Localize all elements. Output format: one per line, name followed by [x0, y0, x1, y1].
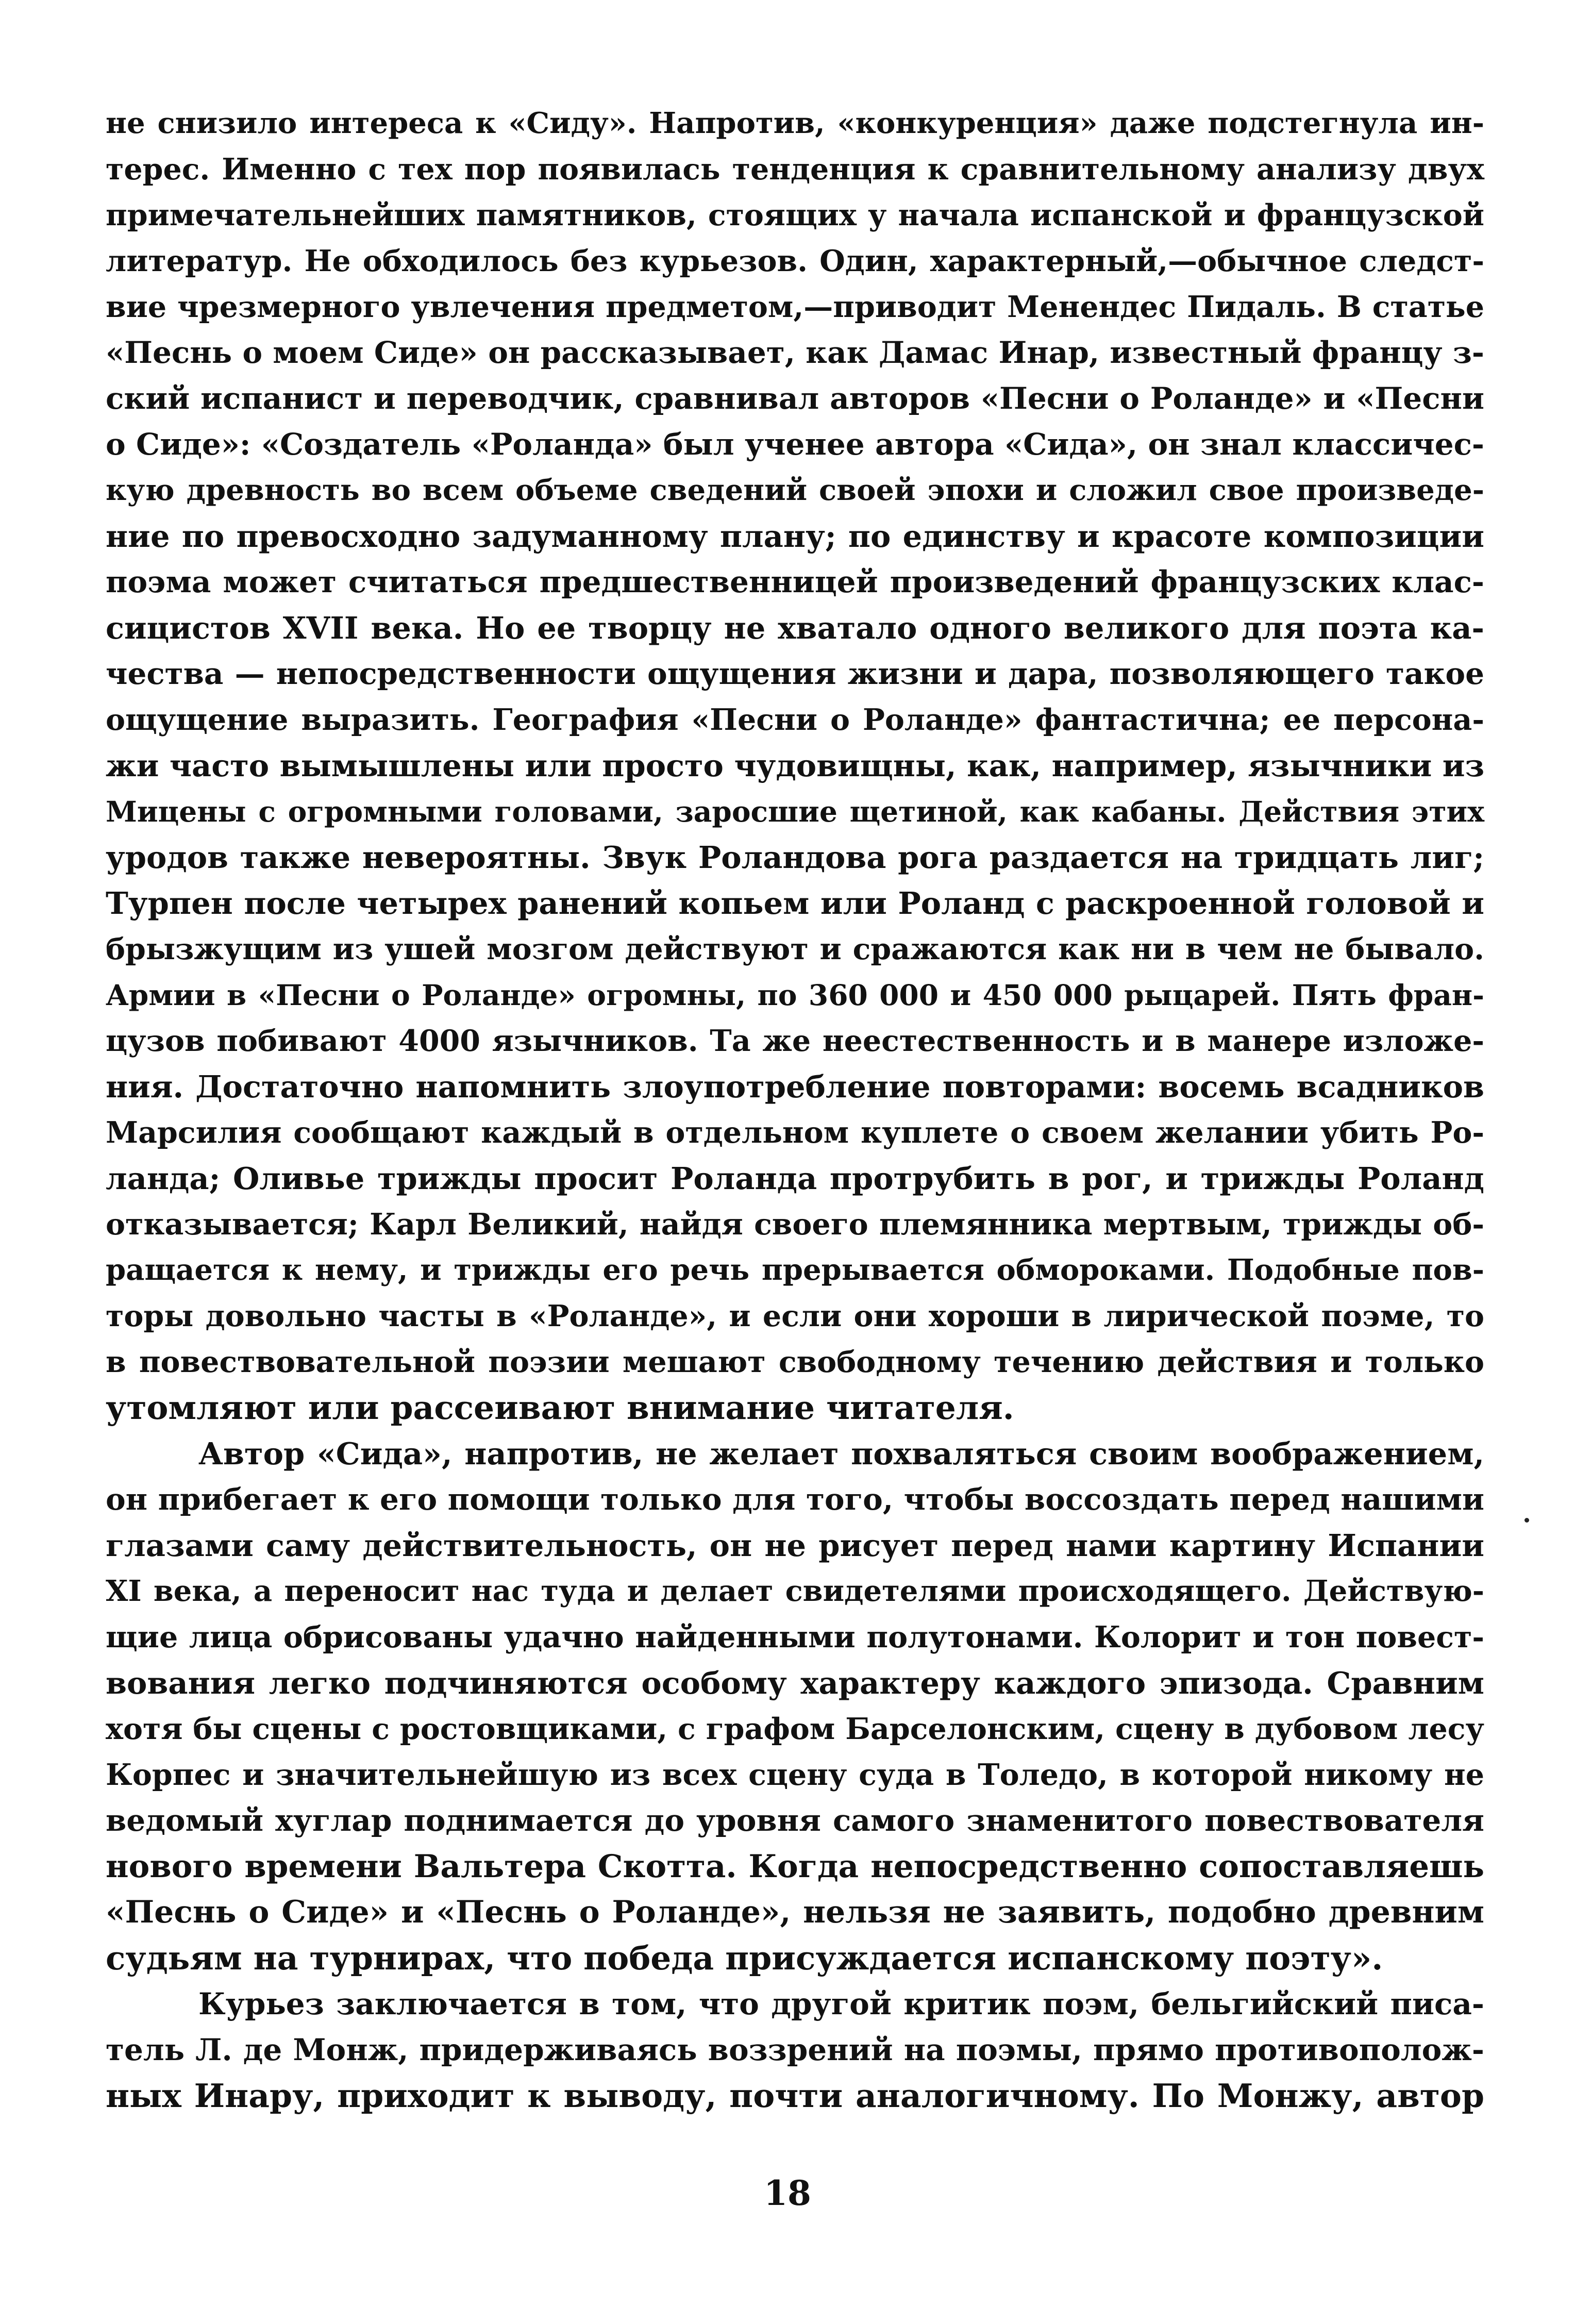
text-line: брызжущим из ушей мозгом действуют и сражаются как ни в чем не бывало.	[106, 932, 1484, 966]
text-line: ведомый хуглар поднимается до уровня самого знаменитого повествователя	[106, 1803, 1484, 1838]
text-line: кую древность во всем объеме сведений своей эпохи и сложил свое произведе-	[106, 473, 1484, 507]
text-line: утомляют или рассеивают внимание читателя.	[106, 1389, 1014, 1427]
text-line: Турпен после четырех ранений копьем или Роланд с раскроенной головой и	[106, 885, 1484, 921]
text-line: вие чрезмерного увлечения предметом,—приводит Менендес Пидаль. В статье	[106, 290, 1484, 324]
text-line: «Песнь о Сиде» и «Песнь о Роланде», нельзя не заявить, подобно древним	[106, 1894, 1484, 1930]
text-line: терес. Именно с тех пор появилась тенденция к сравнительному анализу двух	[106, 152, 1484, 187]
text-line: XI века, а переносит нас туда и делает свидетелями происходящего. Действую-	[106, 1574, 1484, 1608]
text-line: Мицены с огромными головами, заросшие щетиной, как кабаны. Действия этих	[106, 795, 1484, 828]
text-line: хотя бы сцены с ростовщиками, с графом Барселонским, сцену в дубовом лесу	[106, 1712, 1484, 1746]
text-line: поэма может считаться предшественницей произведений французских клас-	[106, 564, 1484, 599]
text-line: цузов побивают 4000 язычников. Та же неестественность и в манере изложе-	[106, 1024, 1484, 1058]
text-line: Корпес и значительнейшую из всех сцену суда в Толедо, в которой никому не	[106, 1758, 1484, 1792]
page-number: 18	[764, 2173, 811, 2213]
text-line: уродов также невероятны. Звук Роландова рога раздается на тридцать лиг;	[106, 840, 1484, 875]
text-line: жи часто вымышлены или просто чудовищны, как, например, язычники из	[106, 748, 1485, 783]
text-line: ных Инару, приходит к выводу, почти аналогичному. По Монжу, автор	[106, 2077, 1484, 2115]
text-line: ский испанист и переводчик, сравнивал авторов «Песни о Роланде» и «Песни	[106, 381, 1484, 416]
text-line: литератур. Не обходилось без курьезов. Один, характерный,—обычное следст-	[106, 244, 1484, 278]
text-line: Курьез заключается в том, что другой критик поэм, бельгийский писа-	[198, 1986, 1484, 2021]
text-line: ращается к нему, и трижды его речь прерывается обмороками. Подобные пов-	[106, 1253, 1484, 1287]
text-line: Армии в «Песни о Роланде» огромны, по 360 000 и 450 000 рыцарей. Пять фран-	[106, 978, 1484, 1012]
text-line: ния. Достаточно напомнить злоупотребление повторами: восемь всадников	[106, 1069, 1484, 1105]
text-line: ланда; Оливье трижды просит Роланда протрубить в рог, и трижды Роланд	[106, 1161, 1484, 1196]
text-line: не снизило интереса к «Сиду». Напротив, «конкуренция» даже подстегнула ин-	[106, 106, 1484, 140]
text-line: он прибегает к его помощи только для того, чтобы воссоздать перед нашими	[106, 1482, 1484, 1517]
text-line: отказывается; Карл Великий, найдя своего племянника мертвым, трижды об-	[106, 1207, 1484, 1242]
text-line: Марсилия сообщают каждый в отдельном куплете о своем желании убить Ро-	[106, 1115, 1484, 1150]
text-line: тель Л. де Монж, придерживаясь воззрений на поэмы, прямо противополож-	[106, 2032, 1484, 2067]
text-line: чества — непосредственности ощущения жизни и дара, позволяющего такое	[106, 656, 1484, 691]
text-line: глазами саму действительность, он не рисует перед нами картину Испании	[106, 1528, 1484, 1563]
body-text	[106, 101, 1484, 2119]
margin-mark	[1524, 1518, 1529, 1523]
text-line: о Сиде»: «Создатель «Роланда» был ученее автора «Сида», он знал классичес-	[106, 427, 1484, 462]
text-line: щие лица обрисованы удачно найденными полутонами. Колорит и тон повест-	[106, 1620, 1484, 1654]
text-line: ние по превосходно задуманному плану; по единству и красоте композиции	[106, 519, 1484, 554]
text-line: ощущение выразить. География «Песни о Роланде» фантастична; ее персона-	[106, 703, 1484, 737]
text-line: примечательнейших памятников, стоящих у начала испанской и французской	[106, 198, 1484, 232]
text-line: вования легко подчиняются особому характеру каждого эпизода. Сравним	[106, 1665, 1484, 1701]
text-line: Автор «Сида», напротив, не желает похваляться своим воображением,	[198, 1436, 1484, 1472]
text-line: нового времени Вальтера Скотта. Когда непосредственно сопоставляешь	[106, 1848, 1484, 1885]
text-line: «Песнь о моем Сиде» он рассказывает, как Дамас Инар, известный францу з-	[106, 335, 1484, 370]
text-line: судьям на турнирах, что победа присуждается испанскому поэту».	[106, 1939, 1383, 1977]
text-line: торы довольно часты в «Роланде», и если они хороши в лирической поэме, то	[106, 1299, 1484, 1333]
text-line: в повествовательной поэзии мешают свободному течению действия и только	[106, 1345, 1484, 1379]
text-line: сицистов XVII века. Но ее творцу не хватало одного великого для поэта ка-	[106, 610, 1484, 646]
